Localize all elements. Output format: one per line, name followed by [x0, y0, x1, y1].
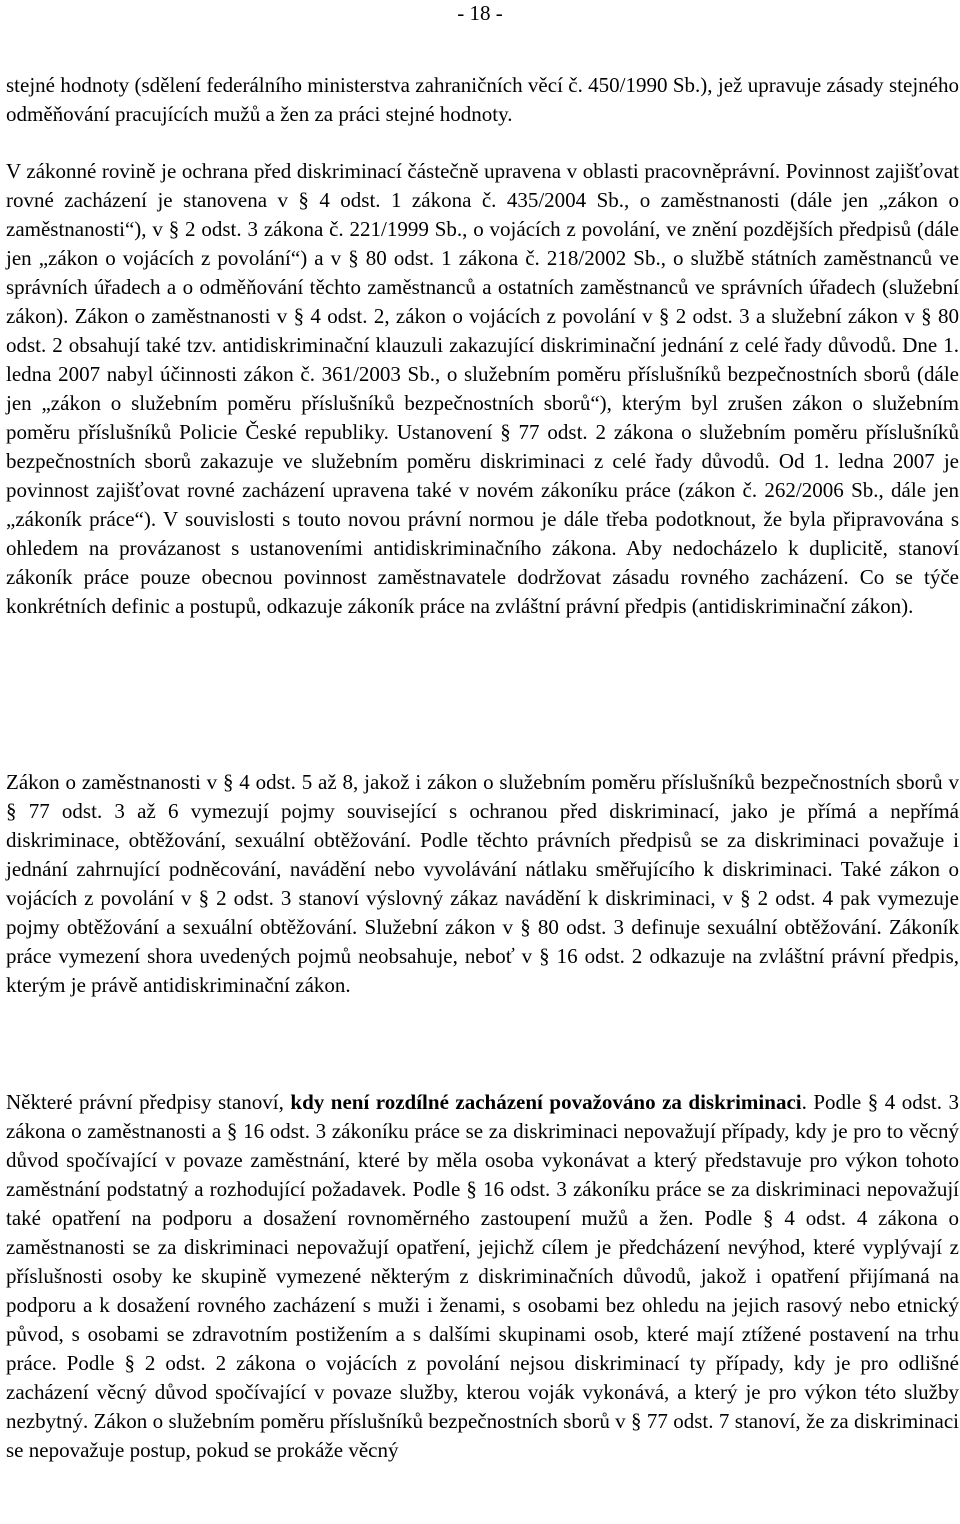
paragraph-4-emphasis: kdy není rozdílné zacházení považováno za diskriminaci — [290, 1090, 802, 1114]
paragraph-1: stejné hodnoty (sdělení federálního ministerstva zahraničních věcí č. 450/1990 Sb.), jež upravuje zásady stejného odměňování pracujících mužů a žen za práci stejné hodnoty. — [6, 73, 959, 126]
paragraph-4-rest: . Podle § 4 odst. 3 zákona o zaměstnanosti a § 16 odst. 3 zákoníku práce se za diskriminaci nepovažují případy, kdy je pro to věcný důvod spočívající v povaze zaměstnání, které by měla osoba vykonávat a který představuje pro výkon tohoto zaměstnání podstatný a rozhodující požadavek. Podle § 16 odst. 3 zákoníku práce se za diskriminaci nepovažují také opatření na podporu a dosažení rovnoměrného zastoupení mužů a žen. Podle § 4 odst. 4 zákona o zaměstnanosti se za diskriminaci nepovažují opatření, jejichž cílem je předcházení nevýhod, které vyplývají z příslušnosti osoby ke skupině vymezené některým z diskriminačních důvodů, jakož i opatření přijímaná na podporu a k dosažení rovného zacházení s muži i ženami, s osobami bez ohledu na jejich rasový nebo etnický původ, s osobami se zdravotním postižením a s dalšími skupinami osob, které mají ztížené postavení na trhu práce. Podle § 2 odst. 2 zákona o vojácích z povolání nejsou diskriminací ty případy, kdy je pro odlišné zacházení věcný důvod spočívající v povaze služby, kterou voják vykonává, a který je pro výkon této služby nezbytný. Zákon o služebním poměru příslušníků bezpečnostních sborů v § 77 odst. 7 stanoví, že za diskriminaci se nepovažuje postup, pokud se prokáže věcný — [6, 1090, 960, 1462]
paragraph-3: Zákon o zaměstnanosti v § 4 odst. 5 až 8, jakož i zákon o služebním poměru příslušníků bezpečnostních sborů v § 77 odst. 3 až 6 vymezují pojmy související s ochranou před diskriminací, jako je přímá a nepřímá diskriminace, obtěžování, sexuální obtěžování. Podle těchto právních předpisů se za diskriminaci považuje i jednání zahrnující podněcování, navádění nebo vyvolávání nátlaku směřujícího k diskriminaci. Také zákon o vojácích z povolání v § 2 odst. 3 stanoví výslovný zákaz navádění k diskriminaci, v § 2 odst. 4 pak vymezuje pojmy obtěžování a sexuální obtěžování. Služební zákon v § 80 odst. 3 definuje sexuální obtěžování. Zákoník práce vymezení shora uvedených pojmů neobsahuje, neboť v § 16 odst. 2 odkazuje na zvláštní právní předpis, kterým je právě antidiskriminační zákon. — [6, 770, 959, 997]
paragraph-4-intro: Některé právní předpisy stanoví, — [6, 1090, 291, 1114]
paragraph-4 — [6, 1088, 959, 1465]
paragraph-2: V zákonné rovině je ochrana před diskriminací částečně upravena v oblasti pracovněprávní. Povinnost zajišťovat rovné zacházení je stanovena v § 4 odst. 1 zákona č. 435/2004 Sb., o zaměstnanosti (dále jen „zákon o zaměstnanosti“), v § 2 odst. 3 zákona č. 221/1999 Sb., o vojácích z povolání, ve znění pozdějších předpisů (dále jen „zákon o vojácích z povolání“) a v § 80 odst. 1 zákona č. 218/2002 Sb., o službě státních zaměstnanců ve správních úřadech a o odměňování těchto zaměstnanců a ostatních zaměstnanců ve správních úřadech (služební zákon). Zákon o zaměstnanosti v § 4 odst. 2, zákon o vojácích z povolání v § 2 odst. 3 a služební zákon v § 80 odst. 2 obsahují také tzv. antidiskriminační klauzuli zakazující diskriminační jednání z celé řady důvodů. Dne 1. ledna 2007 nabyl účinnosti zákon č. 361/2003 Sb., o služebním poměru příslušníků bezpečnostních sborů (dále jen „zákon o služebním poměru příslušníků bezpečnostních sborů“), kterým byl zrušen zákon o služebním poměru příslušníků Policie České republiky. Ustanovení § 77 odst. 2 zákona o služebním poměru příslušníků bezpečnostních sborů zakazuje ve služebním poměru diskriminaci z celé řady důvodů. Od 1. ledna 2007 je povinnost zajišťovat rovné zacházení upravena také v novém zákoníku práce (zákon č. 262/2006 Sb., dále jen „zákoník práce“). V souvislosti s touto novou právní normou je dále třeba podotknout, že byla připravována s ohledem na provázanost s ustanoveními antidiskriminačního zákona. Aby nedocházelo k duplicitě, stanoví zákoník práce pouze obecnou povinnost zaměstnavatele dodržovat zásadu rovného zacházení. Co se týče konkrétních definic a postupů, odkazuje zákoník práce na zvláštní právní předpis (antidiskriminační zákon). — [6, 159, 959, 618]
page-number: - 18 - — [457, 1, 503, 25]
